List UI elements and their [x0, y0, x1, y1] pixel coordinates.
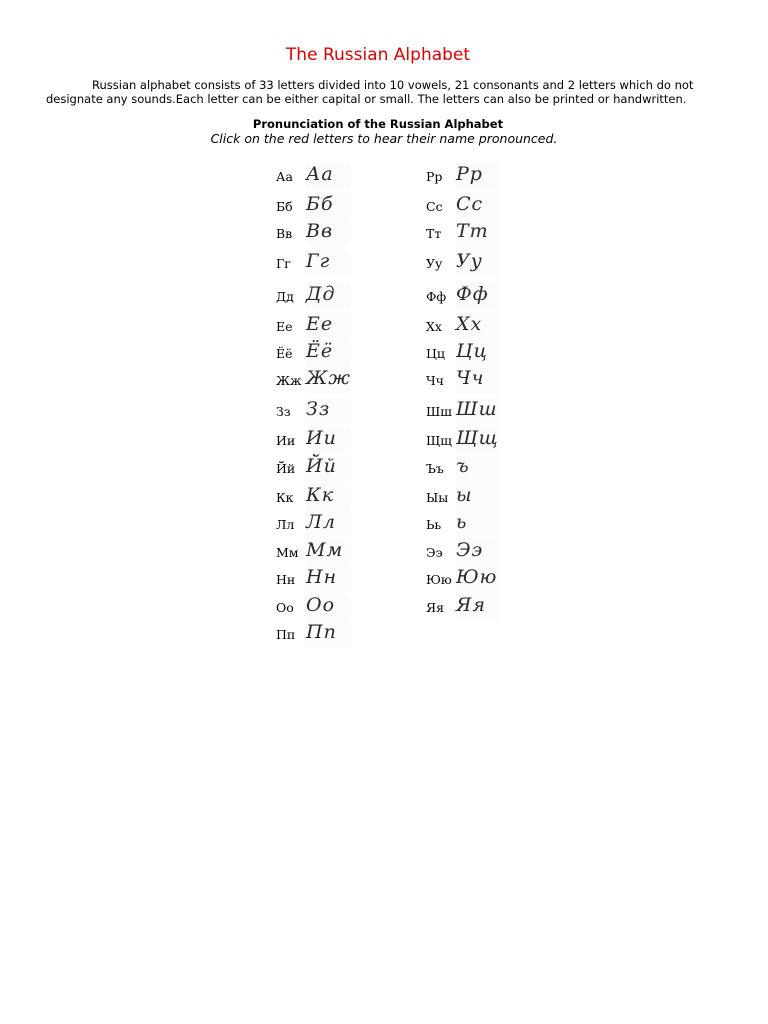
- intro-paragraph: Russian alphabet consists of 33 letters divided into 10 vowels, 21 consonants and 2 letters which do not designate any sounds.Each letter can be either capital or small. The letters can also be printed or handwritten.: [46, 78, 694, 106]
- handwritten-letter-image: ы: [456, 484, 500, 510]
- handwritten-letter-image: Хх: [456, 313, 500, 339]
- printed-letter: Шш: [426, 404, 452, 419]
- handwritten-letter-image: Йй: [306, 455, 350, 481]
- handwritten-letter-image: ъ: [456, 455, 500, 481]
- handwritten-letter-image: Лл: [306, 511, 350, 537]
- printed-letter: Щщ: [426, 433, 452, 448]
- printed-letter: Аа: [276, 169, 293, 184]
- handwritten-letter-image: Юю: [456, 566, 500, 592]
- printed-letter: Лл: [276, 517, 295, 532]
- printed-letter: Рр: [426, 169, 443, 184]
- printed-letter: Оо: [276, 600, 294, 615]
- printed-letter: Ёё: [276, 346, 293, 361]
- handwritten-letter-image: Цц: [456, 340, 500, 366]
- handwritten-letter-image: Зз: [306, 398, 350, 424]
- printed-letter: Вв: [276, 226, 293, 241]
- handwritten-letter-image: Тт: [456, 220, 500, 246]
- printed-letter: Гг: [276, 256, 291, 271]
- handwritten-letter-image: Чч: [456, 367, 500, 393]
- printed-letter: Ьь: [426, 517, 442, 532]
- handwritten-letter-image: Ии: [306, 427, 350, 453]
- section-subheading: Pronunciation of the Russian Alphabet: [252, 117, 504, 131]
- printed-letter: Зз: [276, 404, 291, 419]
- handwritten-letter-image: Бб: [306, 193, 350, 219]
- printed-letter: Уу: [426, 256, 443, 271]
- printed-letter: Ее: [276, 319, 293, 334]
- printed-letter: Юю: [426, 572, 452, 587]
- handwritten-letter-image: Уу: [456, 250, 500, 276]
- printed-letter: Ии: [276, 433, 296, 448]
- instruction-text: Click on the red letters to hear their name pronounced.: [210, 131, 558, 146]
- handwritten-letter-image: Мм: [306, 539, 350, 565]
- handwritten-letter-image: Яя: [456, 594, 500, 620]
- printed-letter: Ыы: [426, 490, 449, 505]
- handwritten-letter-image: ь: [456, 511, 500, 537]
- printed-letter: Хх: [426, 319, 442, 334]
- printed-letter: Чч: [426, 373, 444, 388]
- handwritten-letter-image: Оо: [306, 594, 350, 620]
- handwritten-letter-image: Рр: [456, 163, 500, 189]
- handwritten-letter-image: Нн: [306, 566, 350, 592]
- handwritten-letter-image: Кк: [306, 484, 350, 510]
- printed-letter: Ъъ: [426, 461, 444, 476]
- handwritten-letter-image: Дд: [306, 283, 350, 309]
- printed-letter: Сс: [426, 199, 443, 214]
- handwritten-letter-image: Ээ: [456, 539, 500, 565]
- handwritten-letter-image: Сс: [456, 193, 500, 219]
- handwritten-letter-image: Ее: [306, 313, 350, 339]
- printed-letter: Цц: [426, 346, 445, 361]
- printed-letter: Кк: [276, 490, 294, 505]
- handwritten-letter-image: Вв: [306, 220, 350, 246]
- handwritten-letter-image: Фф: [456, 283, 500, 309]
- page-title: The Russian Alphabet: [285, 45, 471, 65]
- handwritten-letter-image: Аа: [306, 163, 350, 189]
- handwritten-letter-image: Пп: [306, 621, 350, 647]
- printed-letter: Пп: [276, 627, 296, 642]
- printed-letter: Тт: [426, 226, 442, 241]
- handwritten-letter-image: Шш: [456, 398, 500, 424]
- printed-letter: Дд: [276, 289, 294, 304]
- printed-letter: Жж: [276, 373, 302, 388]
- printed-letter: Йй: [276, 461, 296, 476]
- printed-letter: Бб: [276, 199, 293, 214]
- printed-letter: Ээ: [426, 545, 443, 560]
- handwritten-letter-image: Щщ: [456, 427, 500, 453]
- printed-letter: Фф: [426, 289, 447, 304]
- handwritten-letter-image: Жж: [306, 367, 350, 393]
- printed-letter: Яя: [426, 600, 444, 615]
- printed-letter: Нн: [276, 572, 296, 587]
- printed-letter: Мм: [276, 545, 299, 560]
- handwritten-letter-image: Ёё: [306, 340, 350, 366]
- handwritten-letter-image: Гг: [306, 250, 350, 276]
